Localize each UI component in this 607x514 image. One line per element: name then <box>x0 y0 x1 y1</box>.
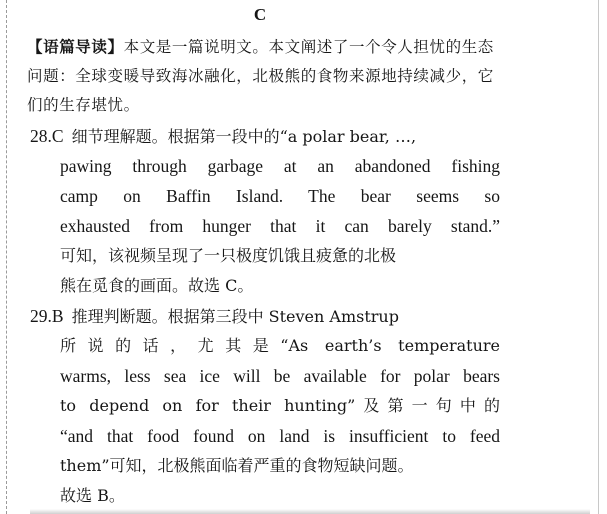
question-29-answer: B <box>51 306 64 326</box>
cut-off-bottom-line <box>30 509 590 514</box>
question-29-number: 29. <box>30 306 52 326</box>
question-29-line-4: to depend on for their hunting”及第一句中的 <box>60 396 500 415</box>
question-29-line-7: 故选 B。 <box>60 486 125 505</box>
left-dashed-margin-rule <box>6 0 7 514</box>
reading-guide-text: 本文是一篇说明文。本文阐述了一个令人担忧的生态问题：全球变暖导致海冰融化，北极熊的食物来源地持续减少，它们的生存堪忧。 <box>27 38 494 114</box>
question-28-line-6: 熊在觅食的画面。故选 C。 <box>60 276 254 295</box>
question-29-explanation <box>30 301 500 511</box>
question-28-line-5: 可知，该视频呈现了一只极度饥饿且疲惫的北极 <box>60 246 397 265</box>
question-28-line-3: camp on Baffin Island. The bear seems so <box>60 186 500 206</box>
question-28-line-4: exhausted from hunger that it can barely stand.” <box>60 216 500 236</box>
question-29-number-answer <box>30 306 64 326</box>
question-28-line-2: pawing through garbage at an abandoned fishing <box>60 156 500 176</box>
question-29-first-line <box>30 301 500 331</box>
question-28-answer: C <box>51 126 64 146</box>
question-28-first-line <box>30 121 500 151</box>
question-29-line-2: 所说的话，尤其是“As earth’s temperature <box>60 336 500 355</box>
question-28-explanation <box>30 121 500 301</box>
question-28-number-answer <box>30 126 64 146</box>
reading-guide-paragraph <box>27 32 499 120</box>
right-margin-rule <box>598 0 599 514</box>
question-29-line-3: warms, less sea ice will be available for polar bears <box>60 366 500 386</box>
question-29-line-6: them”可知，北极熊面临着严重的食物短缺问题。 <box>60 456 414 475</box>
question-28-line-1: 细节理解题。根据第一段中的“a polar bear, …, <box>71 127 417 146</box>
question-29-line-5: “and that food found on land is insufficient to feed <box>60 426 500 446</box>
question-28-number: 28. <box>30 126 52 146</box>
section-letter: C <box>253 5 267 24</box>
question-29-line-1: 推理判断题。根据第三段中 Steven Amstrup <box>71 307 399 326</box>
reading-guide-label: 【语篇导读】 <box>27 37 124 56</box>
